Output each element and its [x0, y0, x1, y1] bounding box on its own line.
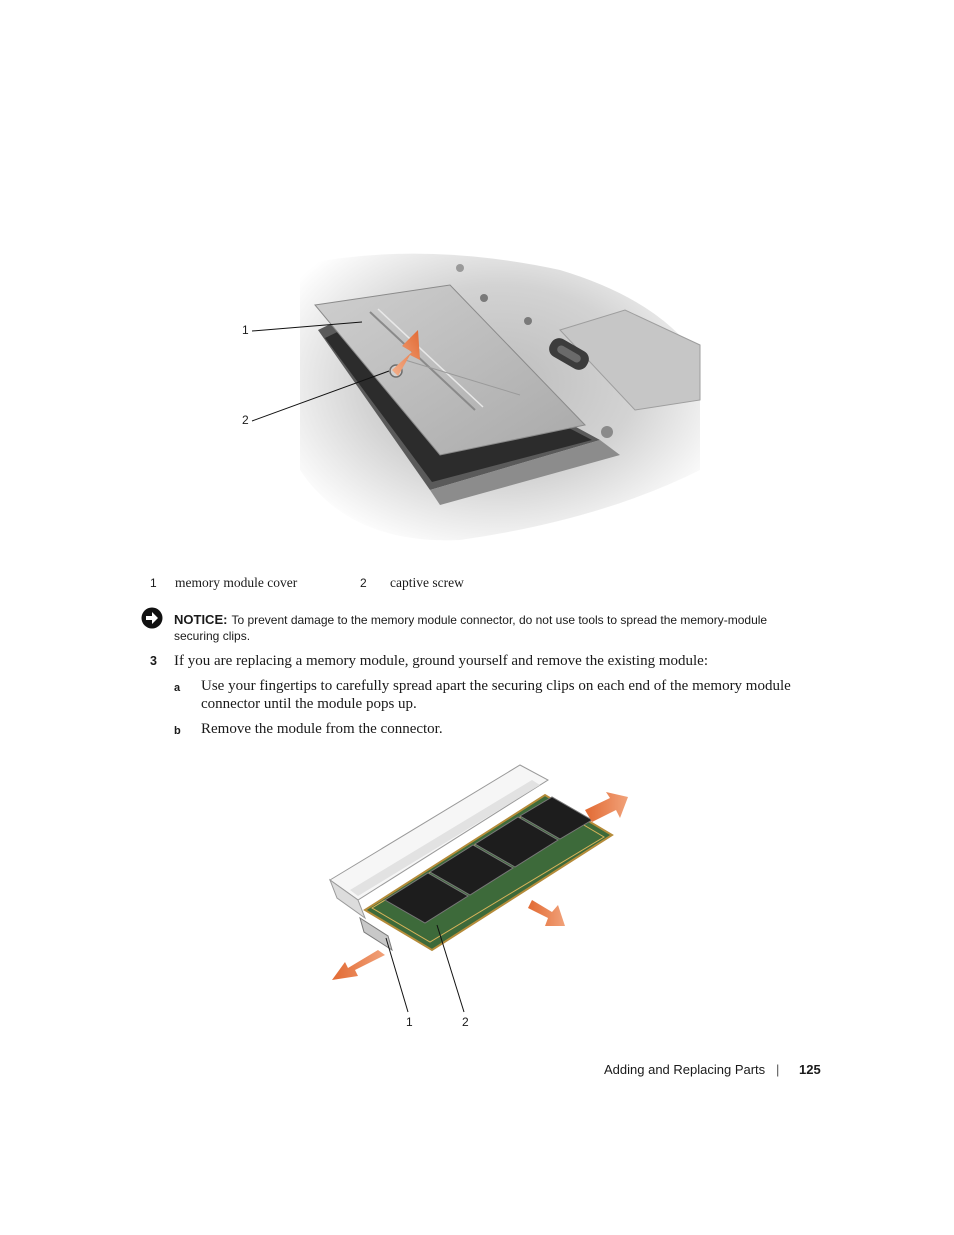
footer-section-title: Adding and Replacing Parts [604, 1062, 766, 1077]
legend-num-2: 2 [360, 576, 367, 590]
substep-letter-a: a [174, 682, 181, 694]
figure2-callout-2: 2 [462, 1015, 469, 1029]
substep-letter-b: b [174, 725, 181, 737]
step-number: 3 [150, 654, 157, 668]
spread-clip-arrow-left-icon [332, 950, 385, 980]
figure2-callout-1: 1 [406, 1015, 413, 1029]
notice-arrow-icon [141, 607, 163, 629]
page-number: 125 [799, 1062, 821, 1077]
legend-label-captive-screw: captive screw [390, 575, 464, 590]
figure1-callout-1: 1 [242, 323, 249, 337]
figure1-callout-2: 2 [242, 413, 249, 427]
notice-text-line1: To prevent damage to the memory module connector, do not use tools to spread the memory-module [231, 613, 768, 627]
memory-module-removal-illustration [0, 750, 954, 1050]
legend-label-memory-module-cover: memory module cover [175, 575, 298, 590]
spread-clip-arrow-right-icon [585, 792, 628, 822]
notice-label: NOTICE: [174, 612, 228, 627]
substep-a-line1: Use your fingertips to carefully spread apart the securing clips on each end of the memory module [201, 678, 791, 694]
figure1-leader-lines [0, 0, 954, 560]
notice-text-line2: securing clips. [174, 629, 251, 643]
footer-separator: | [776, 1062, 780, 1077]
substep-b-line1: Remove the module from the connector. [201, 721, 443, 737]
step-text: If you are replacing a memory module, ground yourself and remove the existing module: [174, 653, 709, 669]
notice-block [174, 611, 767, 629]
module-pop-up-arrow-icon [528, 900, 565, 926]
substep-a-line2: connector until the module pops up. [201, 696, 417, 712]
legend-num-1: 1 [150, 576, 157, 590]
